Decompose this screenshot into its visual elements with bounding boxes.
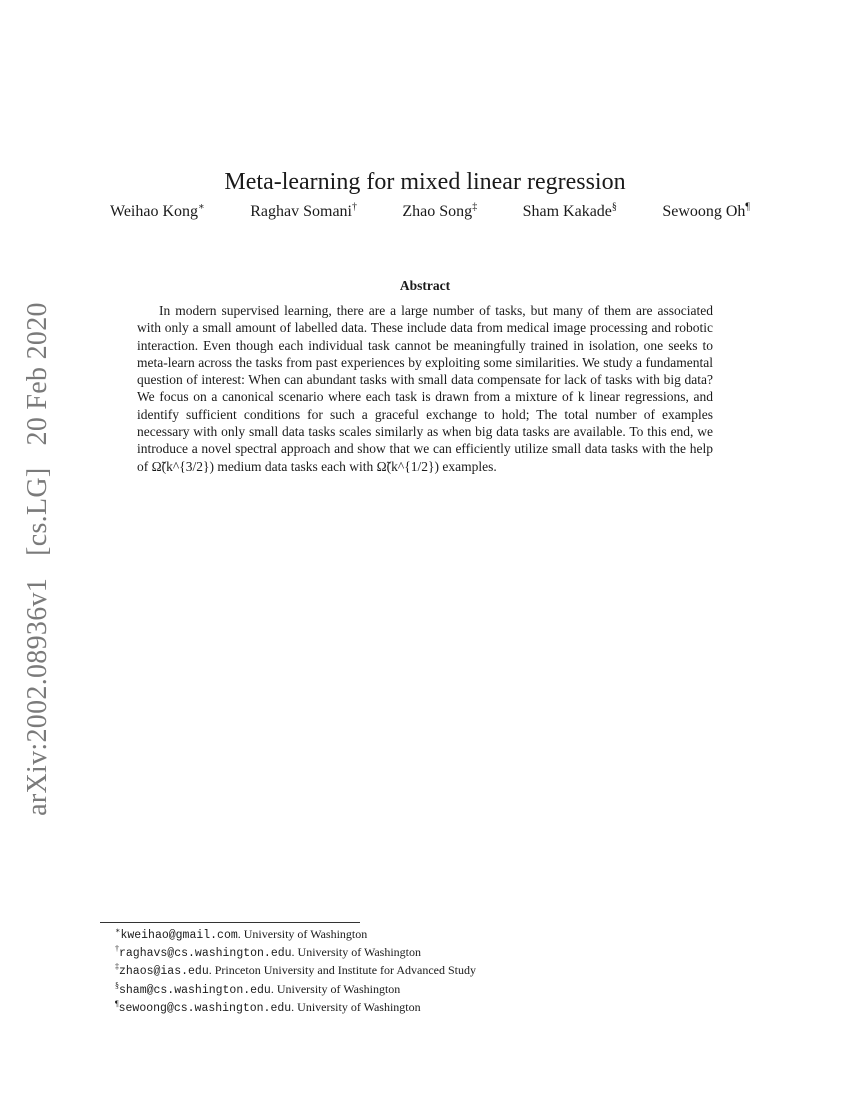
footnote-email: sewoong@cs.washington.edu xyxy=(118,1001,292,1015)
author xyxy=(250,203,357,221)
footnote-email: raghavs@cs.washington.edu xyxy=(119,947,292,961)
footnote-mark: ¶ xyxy=(115,998,119,1008)
footnote-mark: ∗ xyxy=(115,926,121,935)
author xyxy=(662,203,750,221)
footnote xyxy=(115,981,476,999)
arxiv-date: 20 Feb 2020 xyxy=(22,302,53,446)
author xyxy=(110,203,205,221)
abstract-heading: Abstract xyxy=(399,278,451,293)
arxiv-category: [cs.LG] xyxy=(22,467,53,556)
footnote-mark: † xyxy=(115,944,119,954)
author-footnote-mark: ¶ xyxy=(745,201,750,213)
footnote-email: zhaos@ias.edu xyxy=(119,965,209,979)
footnotes xyxy=(115,926,476,1017)
arxiv-id: arXiv:2002.08936v1 xyxy=(22,577,53,816)
author-name: Sewoong Oh xyxy=(662,203,746,220)
footnote xyxy=(115,999,476,1017)
author xyxy=(402,203,477,221)
footnote-email: kweihao@gmail.com xyxy=(120,929,238,942)
author-name: Zhao Song xyxy=(402,203,473,220)
arxiv-stamp xyxy=(22,280,54,816)
footnote-affiliation: . University of Washington xyxy=(291,945,421,960)
footnote xyxy=(115,926,476,944)
footnote xyxy=(115,944,476,962)
abstract-body: In modern supervised learning, there are a large number of tasks, but many of them are associated with only a small amount of labelled data. These include data from medical image processing and robotic interaction. Even though each individual task cannot be meaningfully trained in isolation, one seeks to meta-learn across the tasks from past experiences by exploiting some similarities. We study a fundamental question of interest: When can abundant tasks with small data compensate for lack of tasks with big data? We focus on a canonical scenario where each task is drawn from a mixture of k linear regressions, and identify sufficient conditions for such a graceful exchange to hold; The total number of examples necessary with only small data tasks scales similarly as when big data tasks are available. To this end, we introduce a novel spectral approach and show that we can efficiently utilize small data tasks with the help of Ω̃(k^{3/2}) medium data tasks each with Ω̃(k^{1/2}) examples. xyxy=(137,303,713,474)
author-footnote-mark: † xyxy=(352,201,357,213)
author-name: Weihao Kong xyxy=(110,203,199,220)
paper-title: Meta-learning for mixed linear regression xyxy=(224,169,626,196)
footnote-affiliation: . University of Washington xyxy=(291,999,421,1014)
author-name: Sham Kakade xyxy=(522,203,612,220)
footnote-email: sham@cs.washington.edu xyxy=(119,983,271,997)
author-name: Raghav Somani xyxy=(250,203,352,220)
author xyxy=(523,203,617,221)
author-footnote-mark: ∗ xyxy=(198,201,205,213)
author-list xyxy=(110,203,750,221)
footnote-affiliation: . University of Washington xyxy=(237,927,368,941)
footnote-divider xyxy=(100,922,360,923)
footnote xyxy=(115,962,476,980)
author-footnote-mark: § xyxy=(611,201,617,213)
footnote-mark: § xyxy=(115,980,119,990)
footnote-affiliation: . University of Washington xyxy=(270,981,401,996)
author-footnote-mark: ‡ xyxy=(472,201,478,213)
footnote-affiliation: . Princeton University and Institute for Advanced Study xyxy=(208,963,477,978)
footnote-mark: ‡ xyxy=(115,962,119,972)
